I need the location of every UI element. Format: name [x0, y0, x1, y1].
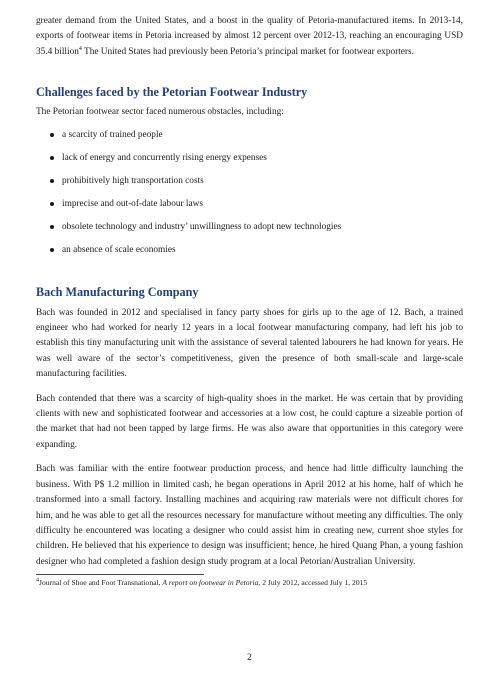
list-item: lack of energy and concurrently rising energy expenses	[50, 152, 463, 164]
footnote-source: Journal of Shoe and Foot Transnational,	[39, 578, 163, 588]
challenges-list	[36, 129, 463, 256]
list-item: a scarcity of trained people	[50, 129, 463, 141]
intro-text-b: The United States had previously been Petoria’s principal market for footwear exporters.	[81, 46, 414, 57]
challenges-heading: Challenges faced by the Petorian Footwear Industry	[36, 85, 308, 100]
footnote-divider	[36, 574, 204, 575]
bach-paragraph-1: Bach was founded in 2012 and specialised in fancy party shoes for girls up to the age of 12. Bach, a trained engineer who had worked for nearly 12 years in a local footwear manufacturing company, had left his job to establish this tiny manufacturing unit with the assistance of several talented labourers he had known for years. He was well aware of the sector’s competitiveness, given the presence of both small-scale and large-scale manufacturing facilities.	[36, 307, 463, 380]
page-number: 2	[247, 653, 252, 663]
footnote-mark: 4	[36, 577, 39, 584]
intro-paragraph	[36, 14, 463, 60]
list-item: prohibitively high transportation costs	[50, 175, 463, 187]
list-item: an absence of scale economies	[50, 244, 463, 256]
bach-heading: Bach Manufacturing Company	[36, 284, 199, 299]
footnote-reference[interactable]: 4	[78, 45, 82, 52]
list-item: imprecise and out-of-date labour laws	[50, 198, 463, 210]
footnote	[36, 578, 463, 588]
footnote-rest: , 2 July 2012, accessed July 1, 2015	[258, 578, 368, 588]
challenges-lead: The Petorian footwear sector faced numerous obstacles, including:	[36, 107, 284, 118]
footnote-title: A report on footwear in Petoria	[162, 578, 259, 588]
intro-text-a: greater demand from the United States, and a boost in the quality of Petoria-manufactured items. In 2013-14, exports of footwear items in Petoria increased by almost 12 percent over 2012-13, reaching an encouraging USD 35.4 billion	[36, 16, 463, 57]
list-item: obsolete technology and industry’ unwillingness to adopt new technologies	[50, 221, 463, 233]
bach-paragraph-2: Bach contended that there was a scarcity of high-quality shoes in the market. He was certain that by providing clients with new and sophisticated footwear and accessories at a low cost, he could capture a sizeable portion of the market that had not been tapped by large firms. He was also aware that opportunities in this category were expanding.	[36, 393, 463, 450]
bach-paragraph-3: Bach was familiar with the entire footwear production process, and hence had little difficulty launching the business. With P$ 1.2 million in limited cash, he began operations in April 2012 at his home, half of which he transformed into a small factory. Installing machines and acquiring raw materials were not difficult chores for him, and he was able to get all the resources necessary for manufacture without meeting any difficulties. The only difficulty he encountered was locating a designer who could assist him in creating new, current shoe styles for children. He believed that his experience to design was insufficient; hence, he hired Quang Phan, a young fashion designer who had completed a fashion design study program at a local Petorian/Australian University.	[36, 464, 463, 567]
